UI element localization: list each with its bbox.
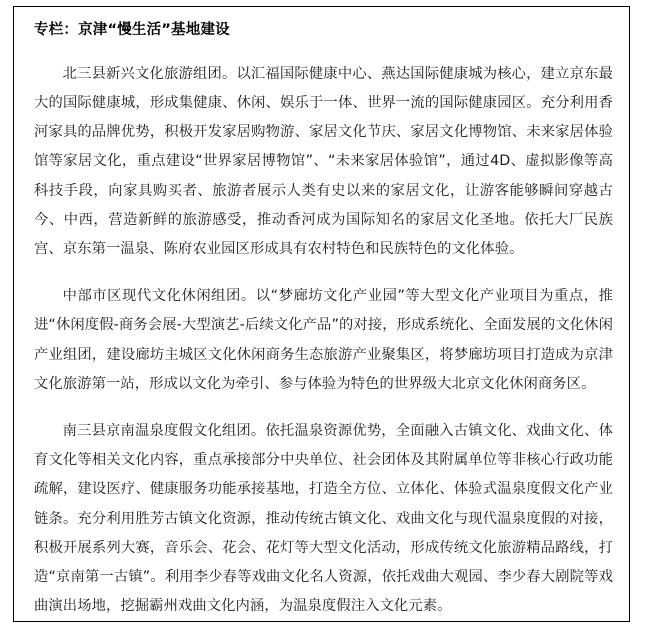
paragraph-central-city: 中部市区现代文化休闲组团。以“梦廊坊文化产业园”等大型文化产业项目为重点，推进“休闲度假-商务会展-大型演艺-后续文化产品”的对接，形成系统化、全面发展的文化休闲产业组团，建设廊坊主城区文化休闲商务生态旅游产业聚集区，将梦廊坊项目打造成为京津文化旅游第一站，形成以文化为牵引、参与体验为特色的世界级大北京文化休闲商务区。: [34, 288, 613, 392]
document-content: [14, 7, 629, 621]
paragraph-spacer: [34, 272, 613, 282]
paragraph-south-three-counties: 南三县京南温泉度假文化组团。依托温泉资源优势，全面融入古镇文化、戏曲文化、体育文化等相关文化内容，重点承接部分中央单位、社会团体及其附属单位等非核心行政功能疏解，建设医疗、健康服务功能承接基地，打造全方位、立体化、体验式温泉度假文化产业链条。充分利用胜芳古镇文化资源，推动传统古镇文化、戏曲文化与现代温泉度假的对接，积极开展系列大赛，音乐会、花会、花灯等大型文化活动，形成传统文化旅游精品路线，打造“京南第一古镇”。利用李少春等戏曲文化名人资源，依托戏曲大观园、李少春大剧院等戏曲演出场地，挖掘霸州戏曲文化内涵，为温泉度假注入文化元素。: [34, 422, 613, 615]
paragraph-north-three-counties: 北三县新兴文化旅游组团。以汇福国际健康中心、燕达国际健康城为核心，建立京东最大的国际健康城，形成集健康、休闲、娱乐于一体、世界一流的国际健康园区。充分利用香河家具的品牌优势，积极开发家居购物游、家居文化节庆、家居文化博物馆、未来家居体验馆等家居文化，重点建设“世界家居博物馆”、“未来家居体验馆”，通过4D、虚拟影像等高科技手段，向家具购买者、旅游者展示人类有史以来的家居文化，让游客能够瞬间穿越古今、中西，营造新鲜的旅游感受，推动香河成为国际知名的家居文化圣地。依托大厂民族宫、京东第一温泉、陈府农业园区形成具有农村特色和民族特色的文化体验。: [34, 65, 613, 257]
document-frame: [13, 6, 630, 622]
paragraph-spacer: [34, 407, 613, 417]
page-title: 专栏：京津“慢生活”基地建设: [34, 22, 230, 38]
